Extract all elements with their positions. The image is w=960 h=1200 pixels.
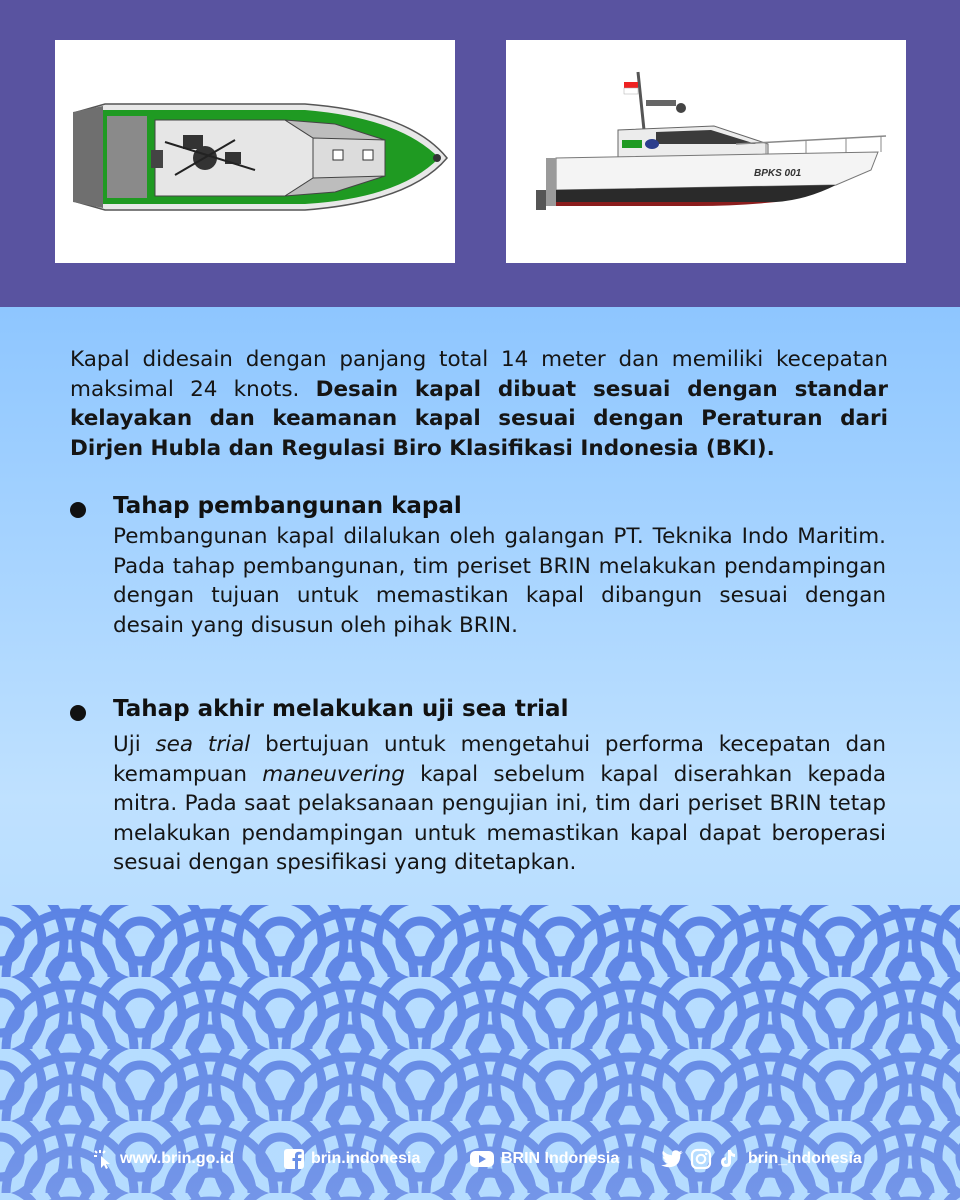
footer-website-text: www.brin.go.id: [120, 1150, 235, 1167]
youtube-icon: [469, 1149, 495, 1169]
boat-side-view-image: [506, 40, 906, 263]
facebook-icon: [283, 1148, 305, 1170]
cursor-click-icon: [92, 1148, 114, 1170]
intro-plain-text: Kapal didesain dengan panjang total 14 meter dan memiliki kecepatan maksimal 24 knots.: [70, 347, 888, 402]
section-title-sea-trial: Tahap akhir melakukan uji sea trial: [113, 696, 569, 722]
sea-trial-italic-2: maneuvering: [262, 761, 405, 787]
footer-youtube[interactable]: [469, 1143, 619, 1175]
sea-trial-italic-1: sea trial: [155, 732, 251, 757]
sea-trial-text-2: bertujuan untuk mengetahui performa kecepatan dan kemampuan: [113, 732, 886, 787]
intro-paragraph: [70, 345, 888, 463]
bullet-icon: [70, 502, 86, 518]
hull-label: BPKS 001: [754, 168, 802, 179]
section-body-sea-trial: [113, 730, 886, 878]
sea-trial-text-3: kapal sebelum kapal diserahkan kepada mitra. Pada saat pelaksanaan pengujian ini, tim dari periset BRIN tetap melakukan pendampingan untuk memastikan kapal dapat beroperasi sesuai dengan spesifikasi yang ditetapkan.: [113, 761, 886, 875]
footer-youtube-text: BRIN Indonesia: [501, 1150, 620, 1167]
footer-facebook[interactable]: [283, 1143, 420, 1175]
instagram-icon: [690, 1148, 712, 1170]
footer-facebook-text: brin.indonesia: [311, 1150, 421, 1167]
intro-bold-text: Desain kapal dibuat sesuai dengan standar kelayakan dan keamanan kapal sesuai dengan Peraturan dari Dirjen Hubla dan Regulasi Biro Klasifikasi Indonesia (BKI).: [70, 376, 888, 461]
footer-bar: [0, 1143, 960, 1175]
twitter-icon: [660, 1148, 684, 1170]
bullet-icon: [70, 705, 86, 721]
boat-top-view-image: [55, 40, 455, 263]
sea-trial-text-1: Uji: [113, 732, 156, 757]
footer-social-text: brin_indonesia: [748, 1150, 862, 1167]
footer-social[interactable]: [660, 1143, 862, 1175]
tiktok-icon: [718, 1148, 738, 1170]
footer-website[interactable]: [92, 1143, 234, 1175]
section-body-construction: Pembangunan kapal dilalukan oleh galangan PT. Teknika Indo Maritim. Pada tahap pembangunan, tim periset BRIN melakukan pendampingan dengan tujuan untuk memastikan kapal dibangun sesuai dengan desain yang disusun oleh pihak BRIN.: [113, 524, 886, 638]
section-title-construction: Tahap pembangunan kapal: [113, 493, 462, 519]
